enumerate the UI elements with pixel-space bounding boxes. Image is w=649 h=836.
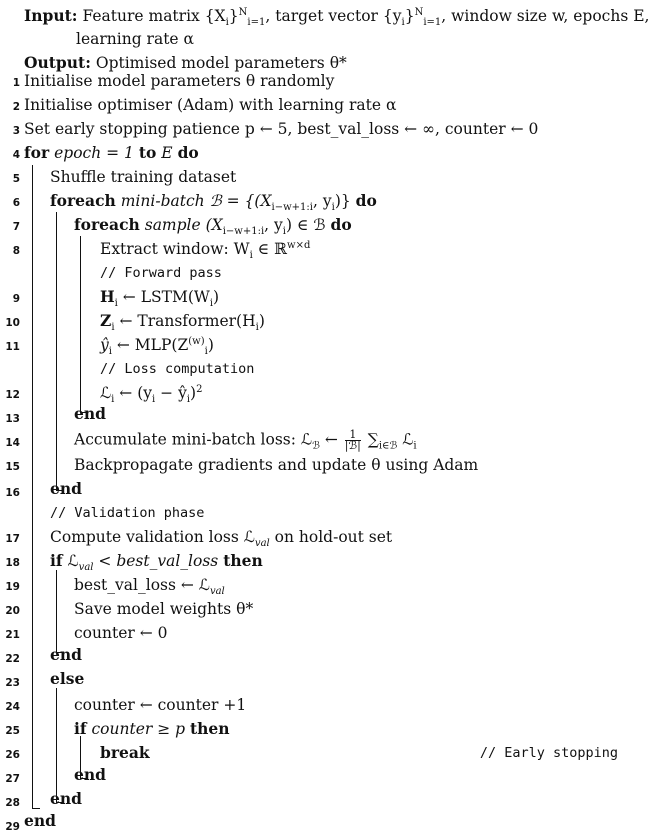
keyword: if bbox=[50, 551, 63, 570]
line-number: 11 bbox=[5, 341, 20, 353]
superscript: 2 bbox=[196, 383, 203, 395]
line-number: 20 bbox=[5, 605, 20, 617]
input-sub: i bbox=[401, 17, 405, 29]
subscript: i bbox=[413, 440, 417, 452]
keyword-end: end bbox=[50, 645, 82, 664]
code-comment: // Loss computation bbox=[100, 361, 255, 377]
code-text: counter ≥ p bbox=[91, 720, 186, 738]
line-number: 5 bbox=[12, 173, 20, 185]
code-text: ← (y bbox=[114, 384, 153, 402]
keyword: foreach bbox=[50, 191, 116, 210]
code-line bbox=[74, 720, 230, 738]
code-line: Initialise model parameters θ randomly bbox=[24, 72, 335, 90]
code-comment: // Early stopping bbox=[479, 745, 618, 761]
keyword: do bbox=[355, 191, 377, 210]
line-number: 16 bbox=[5, 487, 20, 499]
subscript: i−w+1:i bbox=[271, 202, 313, 214]
superscript: w×d bbox=[287, 239, 311, 251]
output-label: Output: bbox=[24, 53, 91, 72]
code-text: ← bbox=[319, 430, 343, 449]
subscript: i bbox=[111, 394, 115, 406]
code-text: epoch = 1 bbox=[54, 144, 134, 162]
input-sup: N bbox=[238, 6, 248, 18]
block-bar-if bbox=[56, 570, 57, 652]
code-line bbox=[100, 335, 214, 358]
line-number: 19 bbox=[5, 581, 20, 593]
subscript: ℬ bbox=[312, 440, 320, 452]
subscript: i bbox=[152, 394, 156, 406]
code-comment: // Validation phase bbox=[50, 505, 205, 521]
keyword: foreach bbox=[74, 215, 140, 234]
code-line bbox=[100, 383, 203, 406]
block-bar-for bbox=[32, 165, 33, 808]
code-comment: // Forward pass bbox=[100, 265, 222, 281]
line-number: 23 bbox=[5, 677, 20, 689]
code-text: ← LSTM(W bbox=[117, 288, 210, 306]
code-text: H bbox=[100, 287, 115, 306]
fraction-denominator: |ℬ| bbox=[344, 439, 361, 452]
subscript: i∈ℬ bbox=[378, 440, 398, 452]
hook-for bbox=[32, 808, 40, 809]
code-line bbox=[74, 215, 352, 238]
code-line: Shuffle training dataset bbox=[50, 168, 237, 186]
output-text: Optimised model parameters θ* bbox=[95, 54, 347, 72]
input-label: Input: bbox=[24, 6, 78, 25]
code-text: ) bbox=[190, 384, 197, 402]
keyword: do bbox=[177, 143, 199, 162]
subscript: i bbox=[186, 394, 191, 406]
code-text: ŷ bbox=[100, 336, 109, 354]
code-text: mini-batch ℬ = {(X bbox=[120, 192, 272, 210]
line-number: 3 bbox=[12, 125, 20, 137]
keyword: for bbox=[24, 143, 50, 162]
subscript: i bbox=[249, 250, 253, 262]
input-sub: i bbox=[225, 17, 229, 29]
code-line: Initialise optimiser (Adam) with learning rate α bbox=[24, 96, 397, 114]
line-number: 27 bbox=[5, 773, 20, 785]
code-text: )} bbox=[334, 192, 351, 210]
subscript: i bbox=[108, 346, 112, 358]
code-line: Backpropagate gradients and update θ using Adam bbox=[74, 456, 479, 474]
code-line bbox=[100, 311, 265, 334]
subscript: i bbox=[331, 202, 335, 214]
code-text: sample (X bbox=[144, 216, 223, 234]
input-line-2: learning rate α bbox=[76, 30, 194, 48]
code-text: on hold-out set bbox=[269, 528, 393, 546]
subscript: i bbox=[282, 226, 286, 238]
line-number: 10 bbox=[5, 317, 20, 329]
code-line bbox=[50, 191, 377, 214]
code-line bbox=[74, 576, 225, 598]
subscript: i bbox=[114, 298, 118, 310]
code-line bbox=[74, 430, 417, 451]
keyword-end: end bbox=[50, 479, 82, 498]
code-line: Set early stopping patience p ← 5, best_val_loss ← ∞, counter ← 0 bbox=[24, 120, 539, 138]
code-text: ℒ bbox=[67, 552, 79, 570]
subscript: val bbox=[254, 538, 270, 550]
line-number: 14 bbox=[5, 437, 20, 449]
code-text: ) bbox=[207, 336, 214, 354]
code-text: ← MLP(Z bbox=[111, 336, 189, 354]
output-line bbox=[24, 53, 347, 73]
keyword: to bbox=[138, 143, 157, 162]
input-sup: N bbox=[414, 6, 424, 18]
keyword-break: break bbox=[100, 743, 150, 762]
line-number: 4 bbox=[12, 149, 20, 161]
code-line bbox=[100, 287, 220, 310]
code-text: Compute validation loss ℒ bbox=[50, 528, 255, 546]
code-line bbox=[100, 239, 311, 262]
line-number: 21 bbox=[5, 629, 20, 641]
code-line bbox=[50, 551, 263, 574]
keyword: then bbox=[190, 719, 230, 738]
code-text: Z bbox=[100, 311, 112, 330]
subscript: i bbox=[255, 322, 259, 334]
subscript: i bbox=[209, 298, 214, 310]
fraction bbox=[345, 430, 361, 451]
line-number: 28 bbox=[5, 797, 20, 809]
code-line bbox=[50, 528, 393, 550]
keyword: if bbox=[74, 719, 87, 738]
code-text: , y bbox=[312, 192, 332, 210]
code-text: ∈ ℝ bbox=[252, 240, 288, 258]
code-line: counter ← 0 bbox=[74, 624, 168, 642]
code-text: ℒ bbox=[397, 430, 414, 449]
input-text: } bbox=[404, 7, 415, 25]
keyword: then bbox=[223, 551, 263, 570]
input-sub: i=1 bbox=[247, 17, 266, 29]
keyword-end: end bbox=[24, 811, 56, 830]
subscript: i−w+1:i bbox=[222, 226, 265, 238]
line-number: 6 bbox=[12, 197, 20, 209]
keyword: do bbox=[330, 215, 352, 234]
subscript: val bbox=[209, 586, 225, 598]
code-text: Extract window: W bbox=[100, 240, 250, 258]
subscript: i bbox=[111, 322, 115, 334]
fraction-numerator: 1 bbox=[345, 430, 361, 441]
code-text: − ŷ bbox=[155, 384, 187, 402]
keyword-end: end bbox=[74, 765, 106, 784]
input-text: } bbox=[228, 7, 239, 25]
input-sub: i=1 bbox=[423, 17, 442, 29]
line-number: 26 bbox=[5, 749, 20, 761]
line-number: 2 bbox=[12, 101, 20, 113]
line-number: 17 bbox=[5, 533, 20, 545]
keyword-end: end bbox=[50, 789, 82, 808]
line-number: 22 bbox=[5, 653, 20, 665]
line-number: 15 bbox=[5, 461, 20, 473]
code-text: Accumulate mini-batch loss: ℒ bbox=[74, 430, 313, 449]
input-text: Feature matrix {X bbox=[82, 7, 226, 25]
code-line bbox=[24, 144, 199, 162]
code-text: ) bbox=[258, 312, 265, 330]
code-text: ∑ bbox=[362, 430, 379, 449]
input-line bbox=[24, 6, 649, 29]
line-number: 7 bbox=[12, 221, 20, 233]
keyword-else: else bbox=[50, 669, 85, 688]
superscript: (w) bbox=[188, 335, 205, 347]
line-number: 18 bbox=[5, 557, 20, 569]
block-bar-else bbox=[56, 688, 57, 802]
line-number: 24 bbox=[5, 701, 20, 713]
line-number: 25 bbox=[5, 725, 20, 737]
code-line: counter ← counter +1 bbox=[74, 696, 247, 714]
line-number: 8 bbox=[12, 245, 20, 257]
line-number: 29 bbox=[5, 821, 20, 833]
code-text: ) ∈ ℬ bbox=[285, 216, 326, 234]
subscript: i bbox=[204, 346, 208, 358]
code-line: Save model weights θ* bbox=[74, 600, 254, 618]
block-bar-foreach-sample bbox=[80, 236, 81, 412]
code-text: best_val_loss ← ℒ bbox=[74, 576, 210, 594]
code-text: ) bbox=[213, 288, 220, 306]
input-text: , target vector {y bbox=[265, 7, 402, 25]
keyword-end: end bbox=[74, 404, 106, 423]
line-number: 12 bbox=[5, 389, 20, 401]
line-number: 1 bbox=[12, 77, 20, 89]
code-text: , y bbox=[264, 216, 283, 234]
line-number: 13 bbox=[5, 413, 20, 425]
subscript: val bbox=[78, 562, 94, 574]
code-text: < best_val_loss bbox=[93, 552, 219, 570]
line-number: 9 bbox=[12, 293, 20, 305]
block-bar-foreach-batch bbox=[56, 212, 57, 490]
code-text: ← Transformer(H bbox=[114, 312, 256, 330]
code-text: E bbox=[161, 144, 173, 162]
input-text: , window size w, epochs E, bbox=[441, 7, 649, 25]
code-text: ℒ bbox=[100, 384, 112, 402]
